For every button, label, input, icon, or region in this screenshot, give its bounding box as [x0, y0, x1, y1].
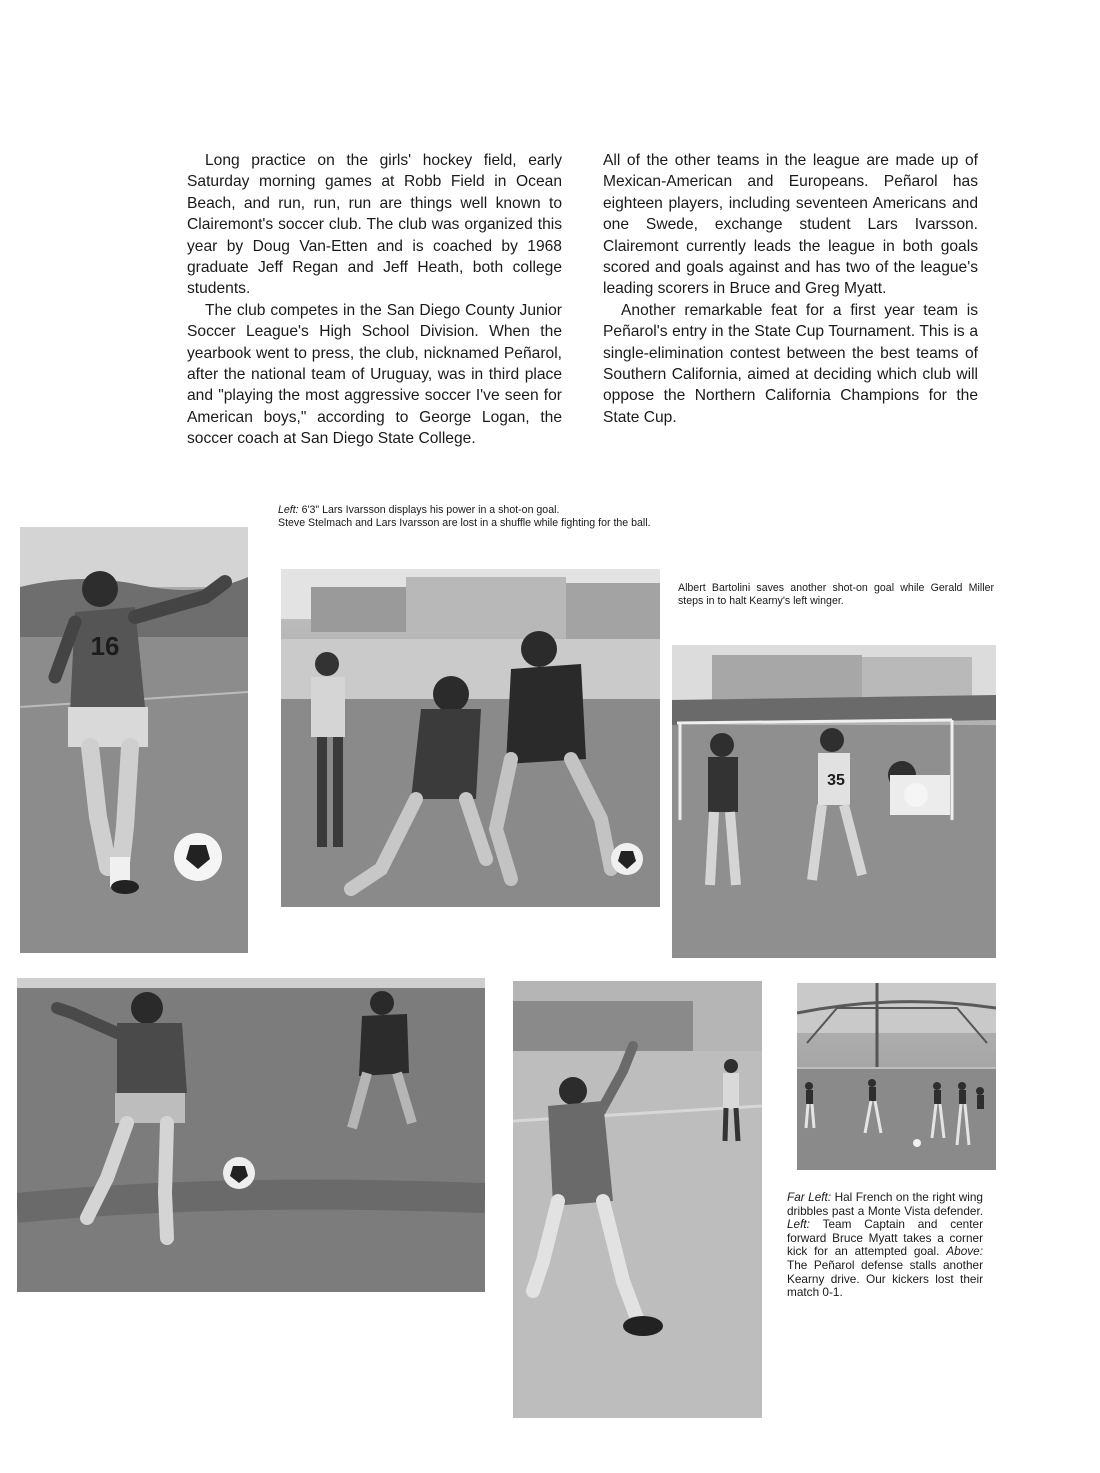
- photo-goalkeeper-save: [672, 645, 996, 958]
- caption-bottom: [787, 1191, 983, 1300]
- photo-corner-kick: [513, 981, 762, 1418]
- photo-ivarsson-kick: [20, 527, 248, 953]
- caption-text: 6'3" Lars Ivarsson displays his power in a shot-on goal.: [298, 504, 560, 516]
- caption-text: Hal French on the right wing dribbles past a Monte Vista defender.: [787, 1190, 983, 1218]
- photo-scramble: [281, 569, 660, 907]
- caption-lead: Left:: [787, 1217, 810, 1232]
- paragraph: The club competes in the San Diego County Junior Soccer League's High School Division. When the yearbook went to press, the club, nicknamed Peñarol, after the national team of Uruguay, was in third place and "playing the most aggressive soccer I've seen for American boys," according to George Logan, the soccer coach at San Diego State College.: [187, 301, 562, 448]
- caption-text: The Peñarol defense stalls another Kearny drive. Our kickers lost their match 0-1.: [787, 1257, 983, 1300]
- jersey-number: 16: [90, 631, 120, 661]
- caption-text: Team Captain and center forward Bruce Myatt takes a corner kick for an attempted goal.: [787, 1217, 983, 1259]
- caption-lead: Far Left:: [787, 1190, 832, 1204]
- article-column-left: [187, 150, 562, 450]
- caption-lead: Left:: [278, 504, 299, 516]
- caption-lead: Above:: [946, 1244, 983, 1259]
- paragraph: Long practice on the girls' hockey field, early Saturday morning games at Robb Field in Ocean Beach, and run, run, run are things well known to Clairemont's soccer club. The club was organized this year by Doug Van-Etten and is coached by 1968 graduate Jeff Regan and Jeff Heath, both college students.: [187, 152, 562, 298]
- article-column-right: [603, 150, 978, 428]
- caption-text: Steve Stelmach and Lars Ivarsson are lost in a shuffle while fighting for the ball.: [278, 517, 651, 529]
- caption-text: Albert Bartolini saves another shot-on goal while Gerald Miller steps in to halt Kearny's left winger.: [678, 582, 994, 607]
- caption-top: [278, 504, 661, 530]
- caption-right: [678, 582, 994, 608]
- photo-defense-stall: [797, 983, 996, 1170]
- paragraph: Another remarkable feat for a first year team is Peñarol's entry in the State Cup Tournament. This is a single-elimination contest between the best teams of Southern California, aimed at deciding which club will oppose the Northern California Champions for the State Cup.: [603, 301, 978, 426]
- paragraph: All of the other teams in the league are made up of Mexican-American and Europeans. Peñarol has eighteen players, including seventeen Americans and one Swede, exchange student Lars Ivarsson. Clairemont currently leads the league in both goals scored and goals against and has two of the league's leading scorers in Bruce and Greg Myatt.: [603, 152, 978, 298]
- photo-hal-french-dribble: [17, 978, 485, 1292]
- jersey-number: 35: [827, 772, 845, 789]
